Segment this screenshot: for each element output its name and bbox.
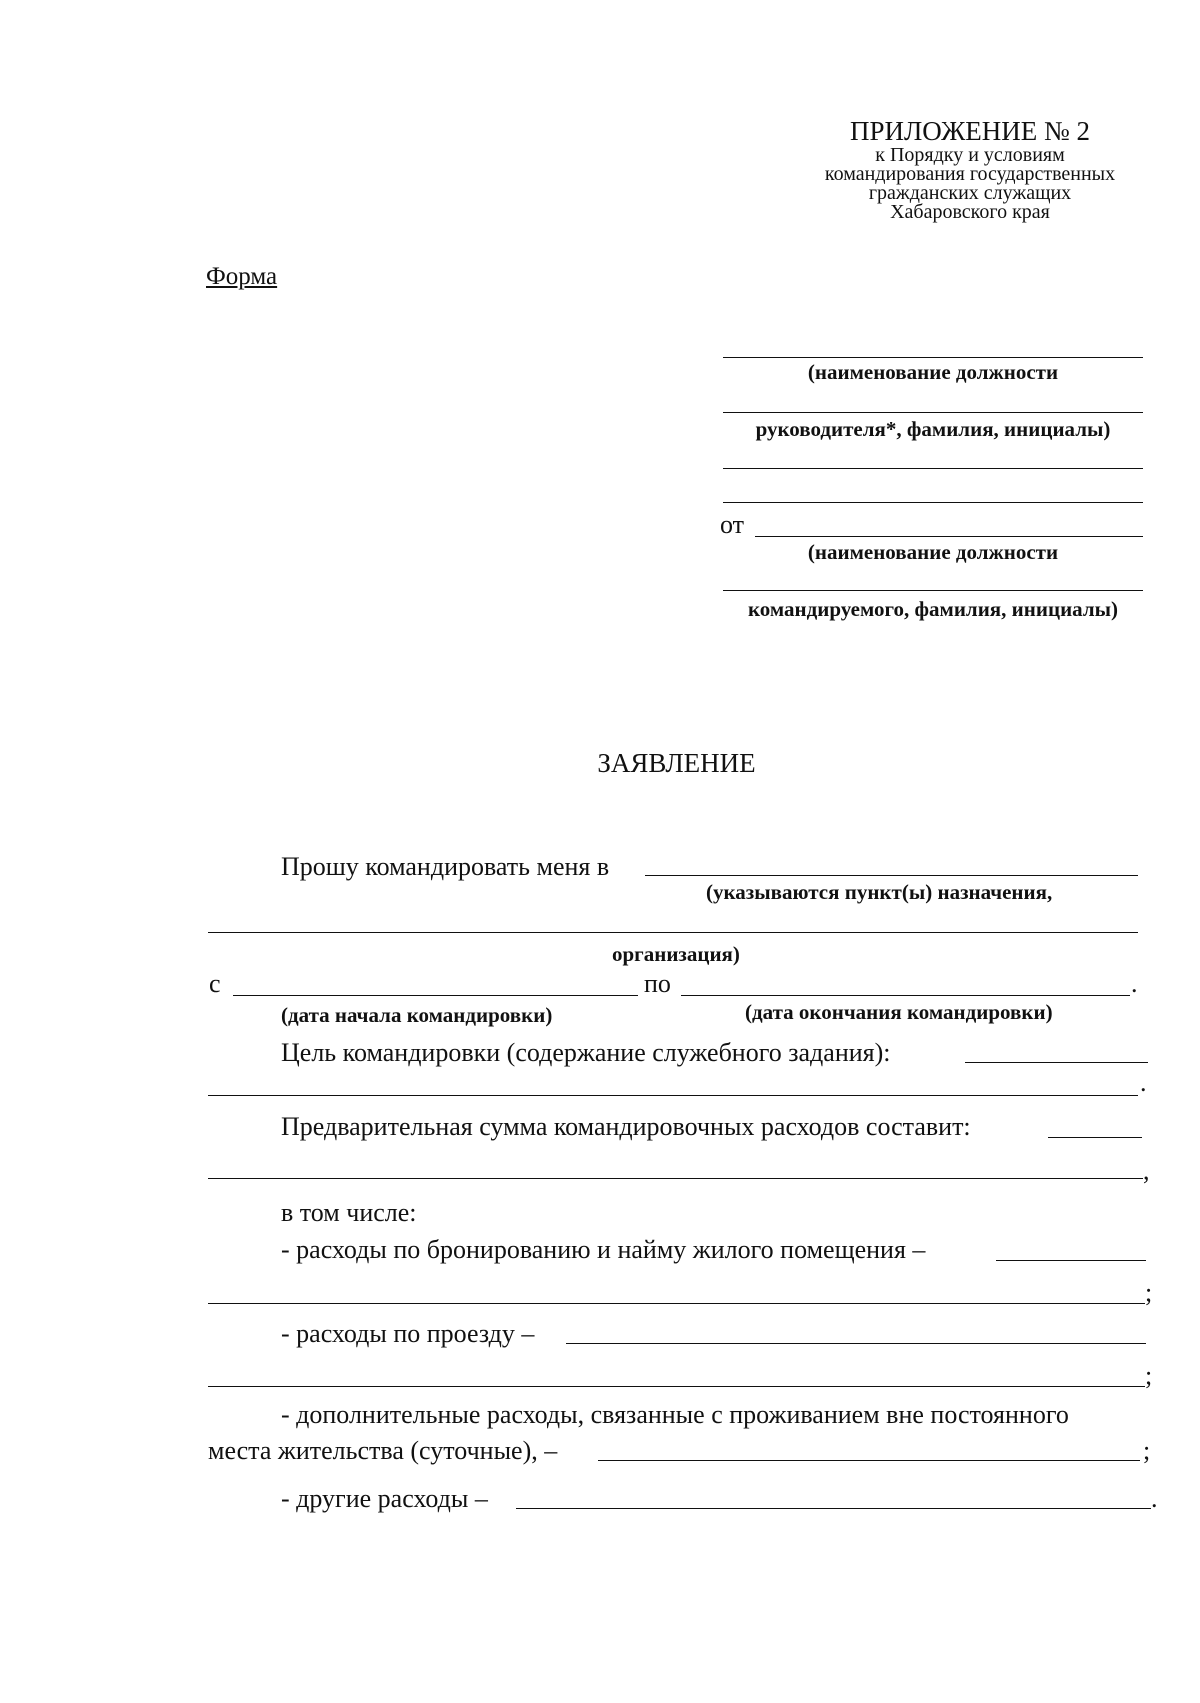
start-date-caption: (дата начала командировки) [281,1003,553,1027]
destination-field-2[interactable] [208,932,1138,933]
request-caption-2: организация) [612,942,740,966]
sum-field[interactable] [1048,1137,1142,1138]
from-prefix: от [720,510,745,539]
appendix-line-1: к Порядку и условиям [875,144,1065,166]
appendix-line-4: Хабаровского края [890,201,1050,223]
addressee-field-4[interactable] [723,502,1143,503]
purpose-field-2[interactable] [208,1095,1138,1096]
appendix-line-2: командирования государственных [824,163,1116,185]
purpose-text: Цель командировки (содержание служебного задания): [281,1038,891,1067]
sum-field-2[interactable] [208,1178,1143,1179]
daily-end: ; [1143,1436,1151,1465]
addressee-field-3[interactable] [723,468,1143,469]
other-field[interactable] [516,1508,1151,1509]
addressee-field-2[interactable] [723,412,1143,413]
request-text: Прошу командировать меня в [281,852,610,881]
destination-field[interactable] [645,875,1138,876]
addressee-field-1[interactable] [723,357,1143,358]
sender-caption-1: (наименование должности [807,540,1059,564]
travel-field[interactable] [566,1343,1146,1344]
to-label: по [644,969,671,998]
addressee-caption-2: руководителя*, фамилия, инициалы) [755,417,1111,441]
appendix-title: ПРИЛОЖЕНИЕ № 2 [849,116,1091,146]
travel-field-2[interactable] [208,1386,1145,1387]
sender-field-2[interactable] [723,590,1143,591]
request-caption-1: (указываются пункт(ы) назначения, [706,880,1053,904]
sum-end: , [1143,1156,1150,1185]
sender-field-1[interactable] [755,536,1143,537]
housing-field[interactable] [996,1260,1146,1261]
daily-text-1: - дополнительные расходы, связанные с проживанием вне постоянного [281,1400,1069,1429]
travel-text: - расходы по проезду – [281,1319,535,1348]
daily-text-2: места жительства (суточные), – [208,1436,558,1465]
document-title: ЗАЯВЛЕНИЕ [597,748,756,778]
sender-caption-2: командируемого, фамилия, инициалы) [747,597,1119,621]
start-date-field[interactable] [233,995,638,996]
other-end: . [1151,1484,1158,1513]
addressee-caption-1: (наименование должности [807,360,1059,384]
travel-end: ; [1145,1361,1153,1390]
housing-text: - расходы по бронированию и найму жилого помещения – [281,1235,926,1264]
housing-field-2[interactable] [208,1303,1145,1304]
housing-end: ; [1145,1278,1153,1307]
purpose-end: . [1140,1068,1147,1097]
appendix-header [740,116,1200,222]
form-label: Форма [206,263,278,290]
sum-text: Предварительная сумма командировочных расходов составит: [281,1112,971,1141]
end-date-field[interactable] [681,995,1130,996]
date-end-dot: . [1131,969,1138,998]
from-label: с [209,969,221,998]
other-text: - другие расходы – [281,1484,488,1513]
daily-field[interactable] [598,1460,1140,1461]
including-text: в том числе: [281,1198,417,1227]
appendix-line-3: гражданских служащих [868,182,1072,204]
end-date-caption: (дата окончания командировки) [745,1000,1053,1024]
purpose-field[interactable] [965,1062,1148,1063]
